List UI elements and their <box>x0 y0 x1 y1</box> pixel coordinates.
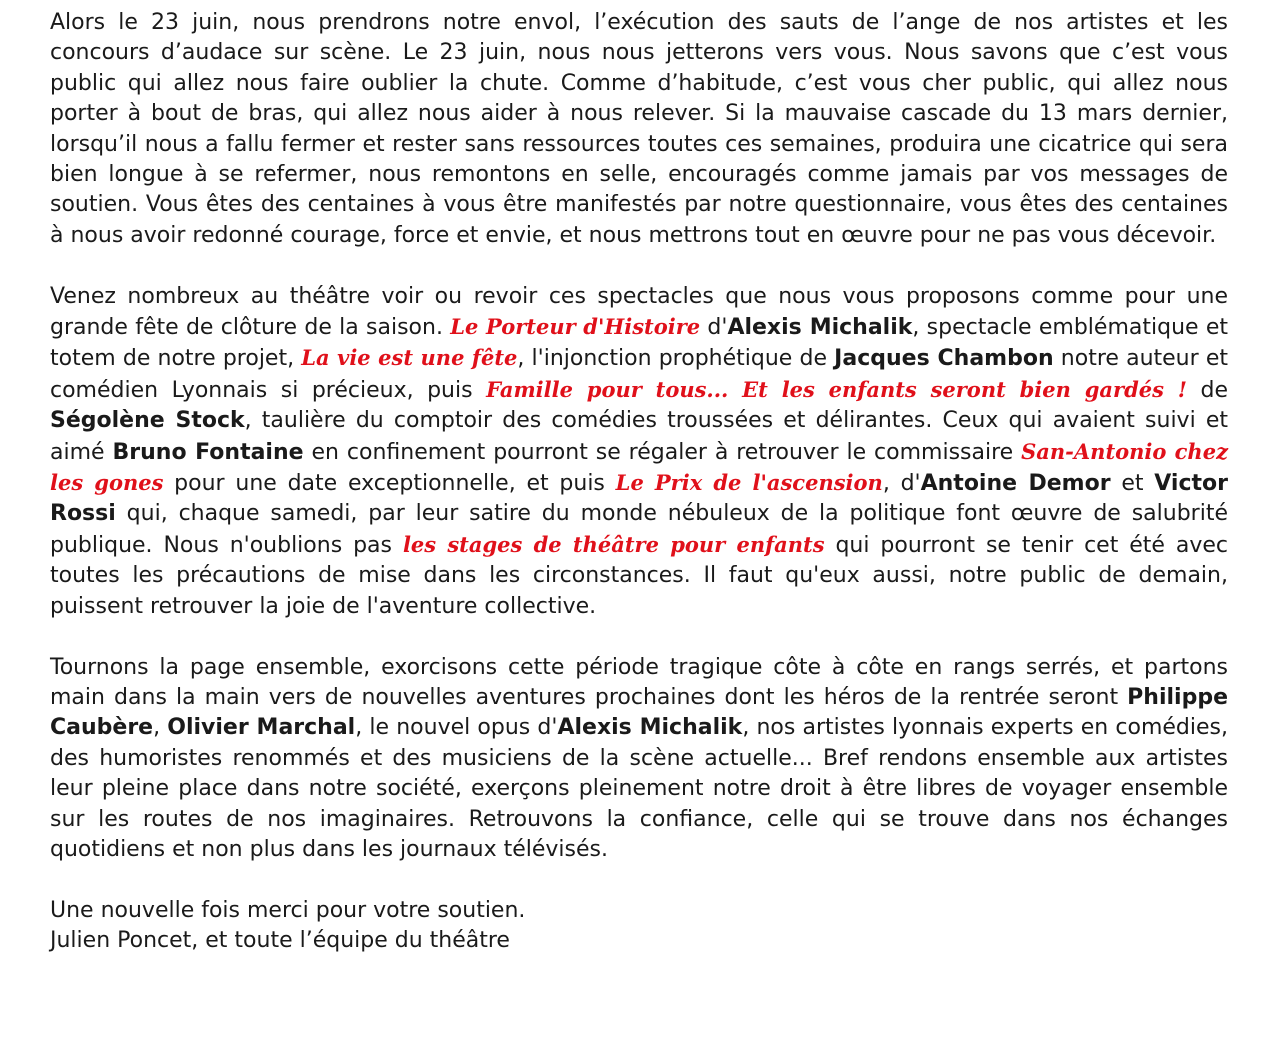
show-title: Famille pour tous... Et les enfants seront bien gardés ! <box>486 376 1187 402</box>
text-run: , d' <box>882 471 921 497</box>
show-title: Le Porteur d'Histoire <box>450 314 701 340</box>
text-run: notre auteur et comédien Lyonnais si précieux, puis <box>50 346 1229 403</box>
artist-name: Bruno Fontaine <box>112 439 304 465</box>
text-run: , taulière du comptoir des comédies troussées et délirantes. Ceux qui avaient suivi et aimé <box>50 408 1228 465</box>
show-title: Le Prix de l'ascension <box>615 470 883 496</box>
show-title: San-Antonio chez les gones <box>50 438 1228 496</box>
text-run: qui pourront se tenir cet été avec toutes les précautions de mise dans les circonstances. Il faut qu'eux aussi, notre public de demain, puissent retrouver la joie de l'aventure collective. <box>50 532 1229 619</box>
text-run: , <box>153 715 168 741</box>
closing-line: Une nouvelle fois merci pour votre soutien. <box>50 897 526 923</box>
artist-name: Alexis Michalik <box>557 715 743 741</box>
text-run: , nos artistes lyonnais experts en comédies, des humoristes renommés et des musiciens de la scène actuelle... Bref rendons ensemble aux artistes leur pleine place dans notre société, exerçons pleinement notre droit à être libres de voyager ensemble sur les routes de nos imaginaires. Retrouvons la confiance, celle qui se trouve dans nos échanges quotidiens et non plus dans les journaux télévisés. <box>50 715 1228 862</box>
text-run: , spectacle emblématique et totem de notre projet, <box>50 315 1229 372</box>
text-run: de <box>1186 377 1228 403</box>
artist-name: Alexis Michalik <box>727 315 913 341</box>
signature: Julien Poncet, et toute l’équipe du théâtre <box>50 928 510 954</box>
artist-name: Olivier Marchal <box>167 715 356 741</box>
paragraph-future <box>50 653 1228 866</box>
show-title: les stages de théâtre pour enfants <box>402 531 825 557</box>
show-title: La vie est une fête <box>301 345 518 371</box>
paragraph-intro: Alors le 23 juin, nous prendrons notre envol, l’exécution des sauts de l’ange de nos artistes et les concours d’audace sur scène. Le 23 juin, nous nous jetterons vers vous. Nous savons que c’est vous public qui allez nous faire oublier la chute. Comme d’habitude, c’est vous cher public, qui allez nous porter à bout de bras, qui allez nous aider à nous relever. Si la mauvaise cascade du 13 mars dernier, lorsqu’il nous a fallu fermer et rester sans ressources toutes ces semaines, produira une cicatrice qui sera bien longue à se refermer, nous remontons en selle, encouragés comme jamais par vos messages de soutien. Vous êtes des centaines à vous être manifestés par notre questionnaire, vous êtes des centaines à nous avoir redonné courage, force et envie, et nous mettrons tout en œuvre pour ne pas vous décevoir. <box>50 10 1228 248</box>
text-run: pour une date exceptionnelle, et puis <box>163 471 616 497</box>
artist-name: Victor Rossi <box>50 471 1228 527</box>
text-run: d' <box>700 315 728 341</box>
artist-name: Jacques Chambon <box>834 346 1054 372</box>
text-run: , l'injonction prophétique de <box>517 346 835 372</box>
text-run: qui, chaque samedi, par leur satire du monde nébuleux de la politique font œuvre de salubrité publique. Nous n'oublions pas <box>50 501 1228 558</box>
text-run: en confinement pourront se régaler à retrouver le commissaire <box>303 439 1022 465</box>
artist-name: Ségolène Stock <box>50 408 245 434</box>
text-run: Tournons la page ensemble, exorcisons cette période tragique côte à côte en rangs serrés, et partons main dans la main vers de nouvelles aventures prochaines dont les héros de la rentrée seront <box>50 654 1228 710</box>
paragraph-shows <box>50 282 1228 622</box>
letter-body <box>50 8 1228 957</box>
artist-name: Antoine Demor <box>920 471 1111 497</box>
text-run: , le nouvel opus d' <box>355 715 558 741</box>
text-run: et <box>1110 471 1155 497</box>
text-run: Venez nombreux au théâtre voir ou revoir ces spectacles que nous vous proposons comme pour une grande fête de clôture de la saison. <box>50 283 1228 341</box>
artist-name: Philippe Caubère <box>50 684 1228 741</box>
